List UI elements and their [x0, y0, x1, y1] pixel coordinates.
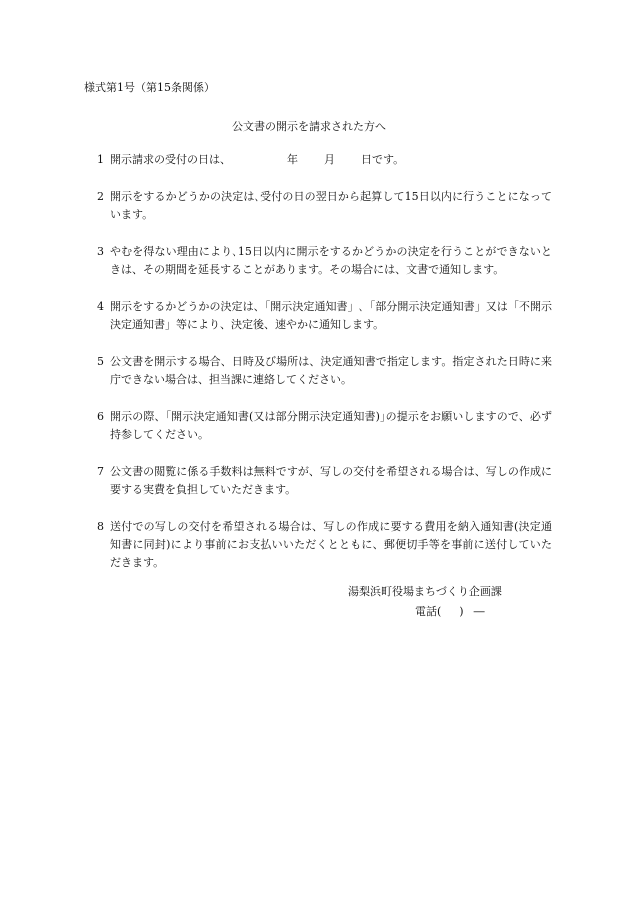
- form-number: 様式第1号（第15条関係）: [84, 81, 215, 94]
- notice-item-6: [84, 408, 552, 444]
- day-suffix: 日です。: [361, 153, 405, 166]
- item-number: 7: [97, 465, 104, 478]
- issuer-department: 湯梨浜町役場まちづくり企画課: [348, 585, 502, 598]
- phone-dash: ―: [473, 605, 485, 618]
- item-number: 4: [97, 300, 104, 313]
- item-number: 8: [97, 520, 104, 533]
- receipt-date-prefix: 開示請求の受付の日は、: [110, 153, 231, 166]
- item-text: やむを得ない理由により､15日以内に開示をするかどうかの決定を行うことができないときは、その期間を延長することがあります。その場合には、文書で通知します。: [110, 245, 552, 276]
- notice-item-8: [84, 518, 552, 572]
- document-title: 公文書の開示を請求された方へ: [232, 120, 386, 133]
- item-number: 6: [97, 410, 104, 423]
- notice-item-2: [84, 188, 552, 224]
- item-text: 公文書の閲覧に係る手数料は無料ですが、写しの交付を希望される場合は、写しの作成に要する実費を負担していただきます。: [110, 465, 552, 496]
- notice-item-1: [84, 151, 552, 169]
- item-number: 1: [97, 153, 104, 166]
- notice-item-7: [84, 463, 552, 499]
- item-text: 開示をするかどうかの決定は､受付の日の翌日から起算して15日以内に行うことになっています。: [110, 190, 552, 221]
- year-label: 年: [287, 153, 298, 166]
- item-number: 2: [97, 190, 104, 203]
- phone-label: 電話(: [415, 605, 442, 618]
- phone-line: [415, 603, 485, 621]
- notice-items: [84, 151, 552, 572]
- item-text: 開示をするかどうかの決定は、「開示決定通知書」､「部分開示決定通知書」又は「不開示決定通知書」等により、決定後、速やかに通知します。: [110, 300, 552, 331]
- item-text: 送付での写しの交付を希望される場合は、写しの作成に要する費用を納入通知書(決定通知書に同封)により事前にお支払いいただくとともに、郵便切手等を事前に送付していただきます。: [110, 520, 552, 569]
- item-number: 3: [97, 245, 104, 258]
- item-text: 公文書を開示する場合、日時及び場所は、決定通知書で指定します。指定された日時に来庁できない場合は、担当課に連絡してください。: [110, 355, 552, 386]
- item-text: [110, 151, 552, 169]
- notice-item-4: [84, 298, 552, 334]
- notice-item-3: [84, 243, 552, 279]
- item-text: 開示の際、｢開示決定通知書(又は部分開示決定通知書)｣の提示をお願いしますので、必ず持参してください。: [110, 410, 552, 441]
- month-label: 月: [324, 153, 335, 166]
- item-number: 5: [97, 355, 104, 368]
- phone-close-paren: ): [459, 605, 464, 618]
- notice-item-5: [84, 353, 552, 389]
